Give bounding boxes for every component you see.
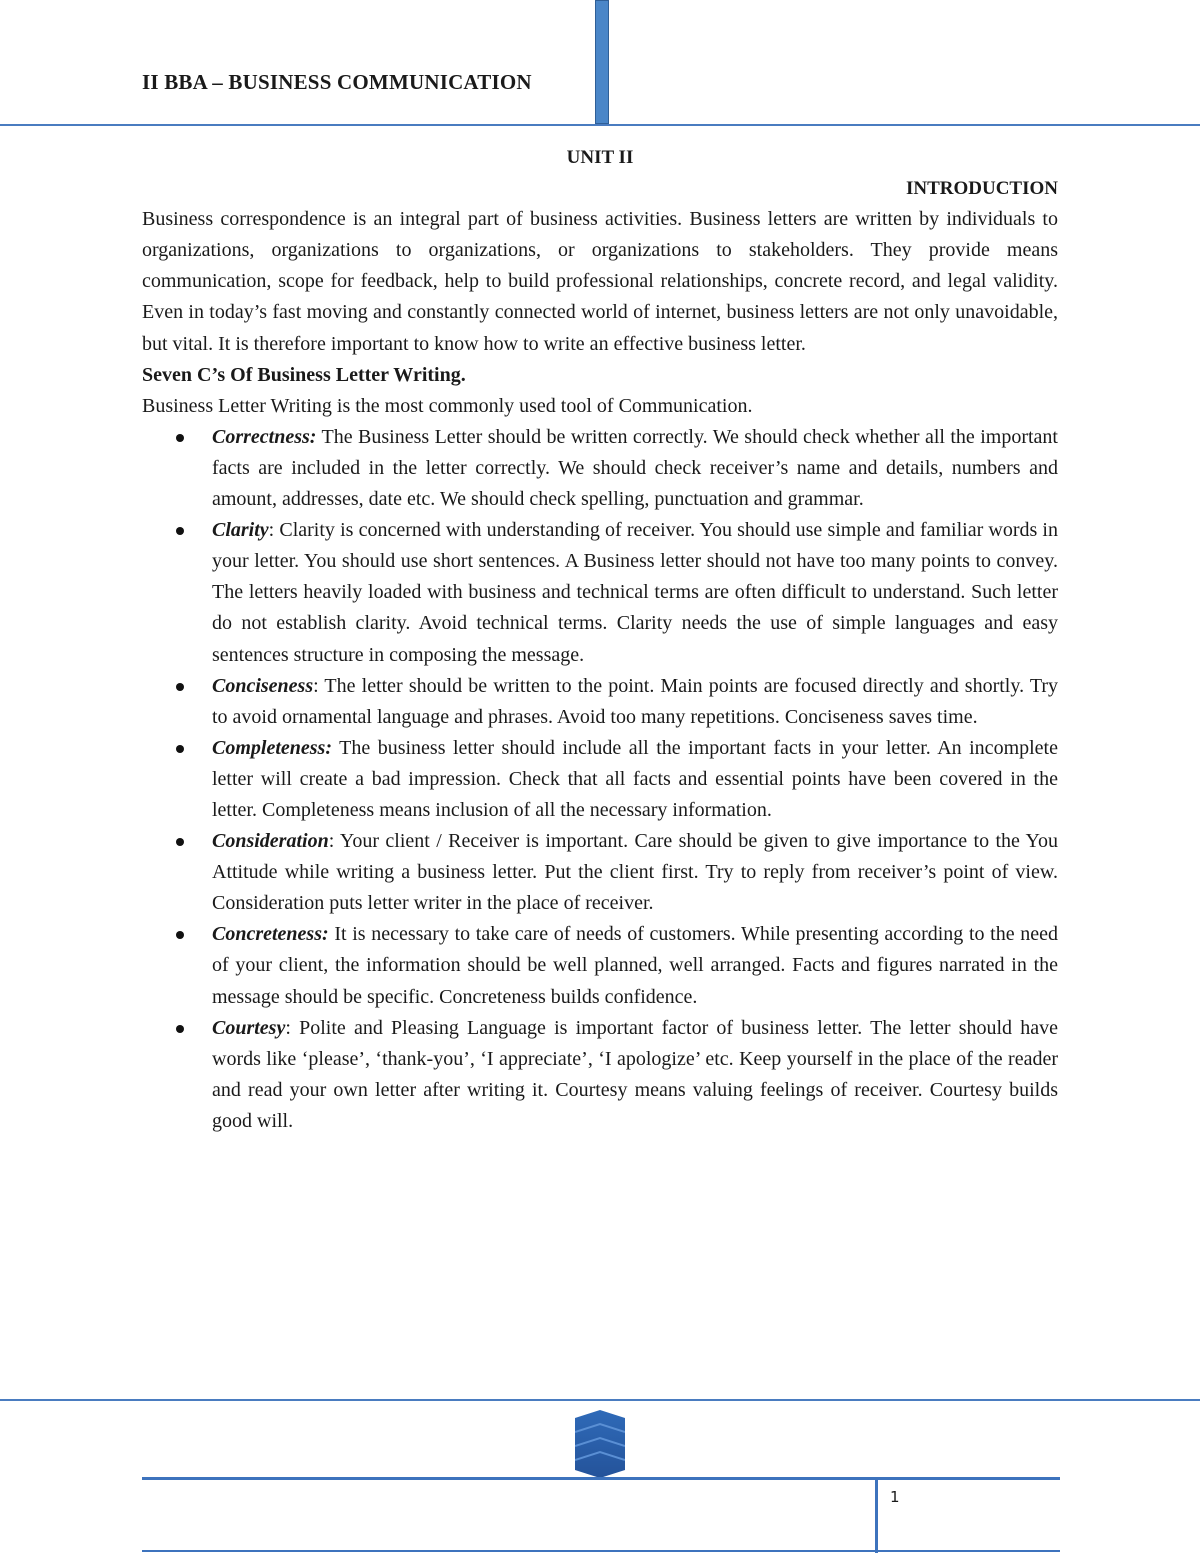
text-consideration: : Your client / Receiver is important. Care should be given to give importance to the You Attitude while writing a business letter. Put the client first. Try to reply from receiver’s point of view. Consideration puts letter writer in the place of receiver. (212, 830, 1058, 915)
footer-page-separator (875, 1477, 878, 1553)
term-clarity: Clarity (212, 519, 269, 542)
term-courtesy: Courtesy (212, 1016, 286, 1039)
text-correctness: The Business Letter should be written correctly. We should check whether all the important facts are included in the letter correctly. We should check receiver’s name and details, numbers and amount, addresses, date etc. We should check spelling, punctuation and grammar. (212, 425, 1058, 511)
seven-cs-list (142, 422, 1058, 1137)
bullet-icon (176, 434, 184, 442)
footer-divider (0, 1399, 1200, 1401)
seven-cs-lead: Business Letter Writing is the most commonly used tool of Communication. (142, 394, 753, 417)
footer-bottom-line (142, 1550, 1060, 1552)
bullet-icon (176, 745, 184, 753)
header-accent-bar (595, 0, 609, 124)
seven-cs-heading: Seven C’s Of Business Letter Writing. (142, 363, 466, 386)
header-divider (0, 124, 1200, 126)
document-body (142, 142, 1058, 1137)
term-correctness: Correctness: (212, 425, 317, 448)
text-conciseness: : The letter should be written to the point. Main points are focused directly and shortly. Try to avoid ornamental language and phrases. Avoid too many repetitions. Conciseness saves time. (212, 674, 1058, 728)
list-item-clarity (142, 515, 1058, 670)
text-courtesy: : Polite and Pleasing Language is important factor of business letter. The letter should have words like ‘please’, ‘thank-you’, ‘I appreciate’, ‘I apologize’ etc. Keep yourself in the place of the reader and read your own letter after writing it. Courtesy means valuing feelings of receiver. Courtesy builds good will. (212, 1016, 1058, 1132)
list-item-completeness (142, 733, 1058, 826)
term-concreteness: Concreteness: (212, 923, 329, 946)
introduction-heading: INTRODUCTION (905, 178, 1058, 200)
text-clarity: : Clarity is concerned with understanding of receiver. You should use simple and familiar words in your letter. You should use short sentences. A Business letter should not have too many points to convey. The letters heavily loaded with business and technical terms are often difficult to understand. Such letter do not establish clarity. Avoid technical terms. Clarity needs the use of simple languages and easy sentences structure in composing the message. (212, 519, 1058, 666)
bullet-icon (176, 683, 184, 691)
page-header-title: II BBA – BUSINESS COMMUNICATION (142, 70, 532, 94)
term-completeness: Completeness: (212, 736, 332, 759)
list-item-correctness (142, 422, 1058, 515)
bullet-icon (176, 838, 184, 846)
list-item-consideration (142, 826, 1058, 919)
term-consideration: Consideration (212, 830, 329, 853)
bullet-icon (176, 931, 184, 939)
introduction-paragraph: Business correspondence is an integral part of business activities. Business letters are written by individuals to organizations, organizations to organizations, or organizations to stakeholders. They provide means communication, scope for feedback, help to build professional relationships, concrete record, and legal validity. Even in today’s fast moving and constantly connected world of internet, business letters are not only unavoidable, but vital. It is therefore important to know how to write an effective business letter. (142, 208, 1058, 355)
page-number: 1 (890, 1488, 900, 1506)
bullet-icon (176, 527, 184, 535)
bullet-icon (176, 1025, 184, 1033)
list-item-concreteness (142, 919, 1058, 1012)
footer-line (142, 1477, 1060, 1480)
list-item-courtesy (142, 1013, 1058, 1137)
text-completeness: The business letter should include all the important facts in your letter. An incomplete letter will create a bad impression. Check that all facts and essential points have been covered in the letter. Completeness means inclusion of all the necessary information. (212, 736, 1058, 821)
text-concreteness: It is necessary to take care of needs of customers. While presenting according to the need of your client, the information should be well planned, well arranged. Facts and figures narrated in the message should be specific. Concreteness builds confidence. (212, 923, 1058, 1008)
unit-heading: UNIT II (566, 147, 634, 168)
list-item-conciseness (142, 671, 1058, 733)
term-conciseness: Conciseness (212, 674, 314, 697)
footer-ribbon-icon (575, 1410, 625, 1478)
